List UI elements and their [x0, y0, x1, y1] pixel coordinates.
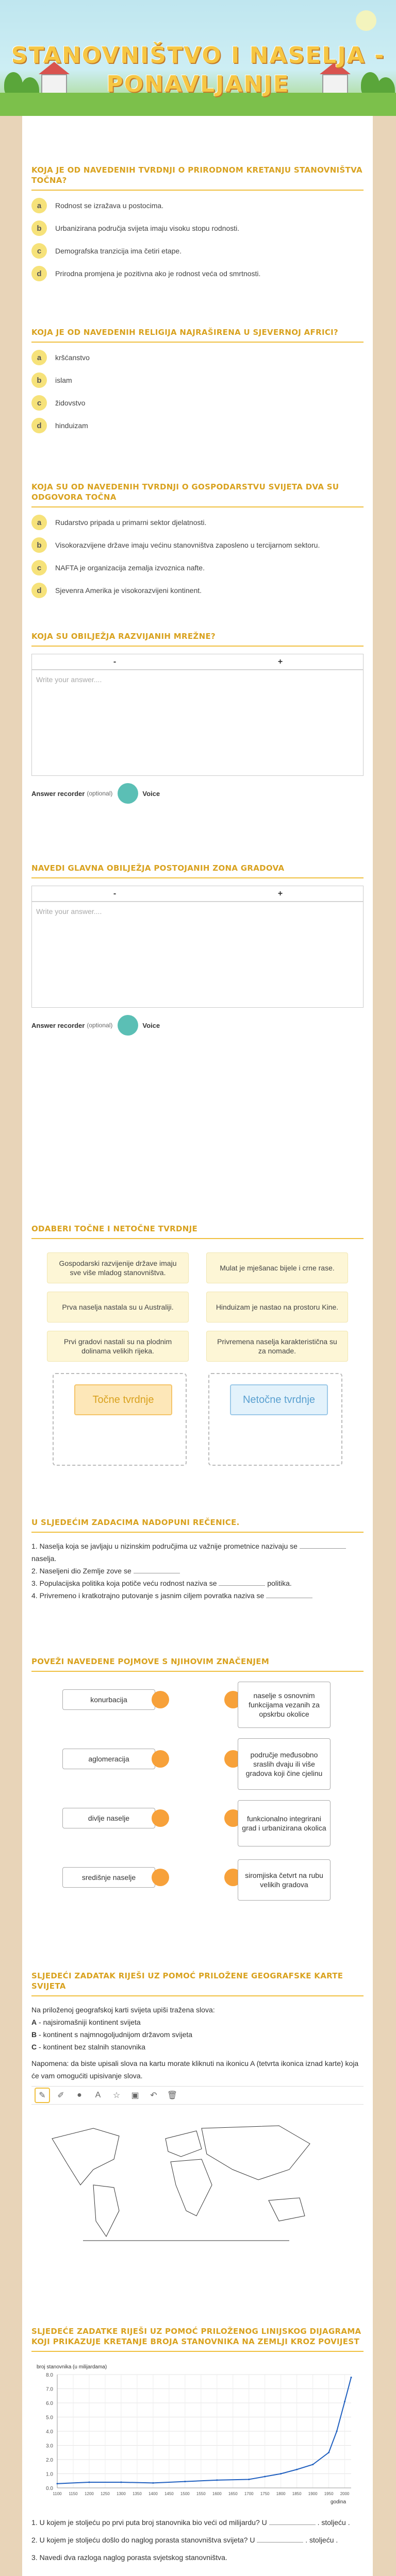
question-4: [31, 631, 364, 804]
title-underline: [31, 1238, 364, 1239]
sentence-text: politika.: [267, 1579, 292, 1587]
x-tick-label: 1900: [308, 2492, 318, 2496]
x-tick-label: 1700: [244, 2492, 254, 2496]
sentence-text: 1. Naselja koja se javljaju u nizinskim područjima uz važnije prometnice nazivaju se: [31, 1542, 298, 1550]
option-letter: c: [31, 243, 47, 259]
connector-dot[interactable]: [152, 1809, 169, 1827]
option-text: hinduizam: [55, 421, 88, 430]
x-tick-label: 1800: [276, 2492, 286, 2496]
chart-question: [31, 2534, 364, 2546]
y-tick-label: 8.0: [46, 2372, 53, 2378]
sentence-text: 3. Populacijska politika koja potiče veću rodnost naziva se: [31, 1579, 217, 1587]
option-text: kršćanstvo: [55, 353, 90, 362]
x-tick-label: 1400: [148, 2492, 158, 2496]
record-button[interactable]: [118, 783, 138, 804]
answer-table: [31, 654, 364, 776]
blank-input[interactable]: [269, 2518, 316, 2525]
recorder-label: Answer recorder: [31, 1021, 85, 1029]
question-7: [31, 1517, 364, 1602]
blank-input[interactable]: [300, 1541, 346, 1549]
map-item-key: A: [31, 2018, 37, 2026]
column-plus-header: +: [277, 889, 283, 898]
color-icon[interactable]: ●: [77, 2091, 82, 2099]
map-item-text: - kontinent s najmnogoljudnijom državom svijeta: [37, 2030, 193, 2039]
title-underline: [31, 646, 364, 647]
y-tick-label: 4.0: [46, 2429, 53, 2435]
answer-textarea[interactable]: Write your answer....: [32, 670, 363, 775]
chart-question: 3. Navedi dva razloga naglog porasta svjetskog stanovništva.: [31, 2553, 227, 2562]
blank-input[interactable]: [266, 1591, 312, 1598]
column-minus-header: -: [113, 657, 117, 666]
y-tick-label: 5.0: [46, 2415, 53, 2421]
option-text: Urbanizirana područja svijeta imaju visoku stopu rodnosti.: [55, 224, 240, 232]
option-letter: b: [31, 221, 47, 236]
option-letter: b: [31, 372, 47, 388]
option-a[interactable]: [31, 515, 364, 530]
sentence-text: naselja.: [31, 1554, 57, 1563]
statement-card[interactable]: Mulat je mješanac bijele i crne rase.: [206, 1252, 348, 1283]
x-tick-label: 1950: [324, 2492, 334, 2496]
option-text: Visokorazvijene države imaju većinu stanovništva zaposleno u tercijarnom sektoru.: [55, 541, 320, 549]
option-d[interactable]: [31, 583, 364, 598]
true-statements-bin[interactable]: [53, 1373, 187, 1466]
image-icon[interactable]: ▣: [131, 2091, 139, 2100]
x-tick-label: 1600: [212, 2492, 222, 2496]
option-letter: d: [31, 418, 47, 433]
y-tick-label: 1.0: [46, 2471, 53, 2478]
match-row: [31, 1857, 364, 1916]
record-button[interactable]: [118, 1015, 138, 1036]
blank-input[interactable]: [134, 1566, 180, 1573]
x-tick-label: 1450: [164, 2492, 174, 2496]
match-term[interactable]: divlje naselje: [62, 1808, 155, 1828]
option-letter: a: [31, 515, 47, 530]
sun-decoration: [356, 10, 376, 31]
option-c[interactable]: [31, 560, 364, 575]
x-tick-label: 1150: [69, 2492, 78, 2496]
x-tick-label: 1100: [53, 2492, 62, 2496]
text-icon[interactable]: A: [95, 2091, 101, 2099]
match-definition[interactable]: područje međusobno sraslih dvaju ili više gradova koji čine cjelinu: [238, 1738, 331, 1790]
x-tick-label: 2000: [340, 2492, 350, 2496]
question-title: SLJEDEĆE ZADATKE RIJEŠI UZ POMOĆ PRILOŽENOG LINIJSKOG DIJAGRAMA KOJI PRIKAZUJE KRETANJE BROJA STANOVNIKA NA ZEMLJI KROZ POVIJEST: [31, 2327, 361, 2346]
question-title: KOJA SU OD NAVEDENIH TVRDNJI O GOSPODARSTVU SVIJETA DVA SU ODGOVORA TOČNA: [31, 482, 339, 502]
statement-card[interactable]: Privremena naselja karakteristična su za nomade.: [206, 1331, 348, 1362]
statement-card[interactable]: Gospodarski razvijenije države imaju sve više mladog stanovništva.: [47, 1252, 189, 1283]
option-letter: a: [31, 350, 47, 365]
population-data-point: [296, 2469, 298, 2470]
question-title: U SLJEDEĆIM ZADACIMA NADOPUNI REČENICE.: [31, 1518, 240, 1527]
statement-card[interactable]: Prvi gradovi nastali su na plodnim dolinama velikih rijeka.: [47, 1331, 189, 1362]
drop-bins: [31, 1368, 364, 1471]
x-tick-label: 1350: [132, 2492, 142, 2496]
x-tick-label: 1850: [292, 2492, 302, 2496]
option-letter: b: [31, 537, 47, 553]
option-text: Sjevenra Amerika je visokorazvijeni kontinent.: [55, 586, 202, 595]
population-data-point: [57, 2483, 58, 2484]
option-letter: c: [31, 560, 47, 575]
x-tick-label: 1500: [180, 2492, 190, 2496]
option-text: NAFTA je organizacija zemalja izvoznica nafte.: [55, 564, 205, 572]
sentence-text: 4. Privremeno i kratkotrajno putovanje s jasnim ciljem povratka naziva se: [31, 1591, 265, 1600]
instruction-text: Na priloženoj geografskoj karti svijeta upiši tražena slova:: [31, 2006, 215, 2014]
option-b[interactable]: [31, 221, 364, 236]
population-data-point: [184, 2481, 186, 2482]
title-underline: [31, 1532, 364, 1533]
question-title: NAVEDI GLAVNA OBILJEŽJA POSTOJANIH ZONA GRADOVA: [31, 863, 285, 873]
question-text: 1. U kojem je stoljeću po prvi puta broj stanovnika bio veći od milijardu? U: [31, 2518, 267, 2527]
option-letter: d: [31, 583, 47, 598]
voice-label: Voice: [142, 1021, 160, 1029]
blank-input[interactable]: [257, 2535, 303, 2543]
question-title: KOJA JE OD NAVEDENIH TVRDNJI O PRIRODNOM KRETANJU STANOVNIŠTVA TOČNA?: [31, 165, 362, 185]
pencil-icon[interactable]: ✎: [35, 2088, 50, 2103]
question-5: [31, 863, 364, 1036]
population-series-line: [57, 2378, 351, 2484]
fill-sentence: [31, 1540, 364, 1565]
option-letter: a: [31, 198, 47, 213]
population-data-point: [344, 2401, 345, 2402]
column-minus-header: -: [113, 889, 117, 898]
title-underline: [31, 190, 364, 191]
match-definition[interactable]: naselje s osnovnim funkcijama vezanih za opskrbu okolice: [238, 1682, 331, 1728]
answer-textarea[interactable]: Write your answer....: [32, 902, 363, 1007]
y-tick-label: 6.0: [46, 2401, 53, 2406]
population-data-point: [216, 2479, 218, 2481]
question-text: 2. U kojem je stoljeću došlo do naglog porasta stanovništva svijeta? U: [31, 2536, 255, 2544]
question-title: ODABERI TOČNE I NETOČNE TVRDNJE: [31, 1224, 197, 1233]
title-underline: [31, 877, 364, 878]
question-text: . stoljeću .: [305, 2536, 338, 2544]
map-item-text: - kontinent bez stalnih stanovnika: [37, 2043, 146, 2051]
title-underline: [31, 1671, 364, 1672]
recorder-optional: (optional): [87, 790, 113, 797]
statement-cards: [31, 1246, 364, 1368]
match-row: [31, 1738, 364, 1798]
population-data-point: [248, 2479, 250, 2480]
population-line-chart: [31, 2359, 361, 2509]
bin-label: Točne tvrdnje: [74, 1384, 172, 1415]
map-item-key: C: [31, 2043, 37, 2051]
population-data-point: [88, 2482, 90, 2483]
x-tick-label: 1250: [101, 2492, 110, 2496]
y-tick-label: 3.0: [46, 2443, 53, 2449]
option-letter: d: [31, 266, 47, 281]
note-text: Napomena: da biste upisali slova na kartu morate kliknuti na ikonicu A (tetvrta ikonica iznad karte) koja će vam omogućiti upisivanje slova.: [31, 2059, 359, 2080]
population-data-point: [264, 2476, 266, 2478]
population-data-point: [328, 2452, 329, 2453]
x-tick-label: 1650: [228, 2492, 238, 2496]
answer-recorder: [31, 1015, 364, 1036]
option-c[interactable]: [31, 243, 364, 259]
option-letter: c: [31, 395, 47, 411]
y-tick-label: 0.0: [46, 2486, 53, 2492]
connector-dot[interactable]: [152, 1750, 169, 1768]
connector-dot[interactable]: [152, 1691, 169, 1708]
option-c[interactable]: [31, 395, 364, 411]
answer-table: [31, 886, 364, 1008]
match-row: [31, 1679, 364, 1738]
chart-question: [31, 2516, 364, 2529]
shape-icon[interactable]: ☆: [112, 2091, 121, 2100]
question-1: [31, 165, 364, 289]
x-tick-label: 1300: [117, 2492, 126, 2496]
question-title: POVEŽI NAVEDENE POJMOVE S NJIHOVIM ZNAČENJEM: [31, 1657, 270, 1666]
title-underline: [31, 506, 364, 507]
match-definition[interactable]: siromjiska četvrt na rubu velikih gradova: [238, 1859, 331, 1901]
x-tick-label: 1200: [85, 2492, 94, 2496]
statement-card[interactable]: Prva naselja nastala su u Australiji.: [47, 1292, 189, 1323]
fill-sentence: [31, 1565, 364, 1577]
false-statements-bin[interactable]: [208, 1373, 342, 1466]
question-2: [31, 327, 364, 440]
option-d[interactable]: [31, 266, 364, 281]
connector-dot[interactable]: [152, 1869, 169, 1886]
sentence-text: 2. Naseljeni dio Zemlje zove se: [31, 1567, 131, 1575]
recorder-optional: (optional): [87, 1022, 113, 1029]
worksheet: [22, 116, 373, 2576]
match-term[interactable]: središnje naselje: [62, 1867, 155, 1888]
title-underline: [31, 1995, 364, 1996]
question-9: [31, 1971, 364, 2249]
option-text: Demografska tranzicija ima četiri etape.: [55, 247, 182, 255]
population-data-point: [312, 2464, 314, 2465]
bin-label: Netočne tvrdnje: [230, 1384, 328, 1415]
option-text: Rudarstvo pripada u primarni sektor djelatnosti.: [55, 518, 207, 527]
recorder-label: Answer recorder: [31, 789, 85, 798]
question-6: [31, 1224, 364, 1471]
map-item: [31, 2041, 364, 2053]
fill-sentence: [31, 1577, 364, 1589]
question-3: [31, 482, 364, 605]
voice-label: Voice: [142, 789, 160, 798]
map-item: [31, 2028, 364, 2041]
option-b[interactable]: [31, 537, 364, 553]
title-underline: [31, 2351, 364, 2352]
map-item: [31, 2016, 364, 2028]
page-title: STANOVNIŠTVO I NASELJA - PONAVLJANJE: [11, 42, 385, 97]
option-d[interactable]: [31, 418, 364, 433]
delete-icon[interactable]: 🗑: [167, 2091, 178, 2100]
x-tick-label: 1750: [260, 2492, 270, 2496]
world-map[interactable]: [31, 2108, 341, 2247]
match-term[interactable]: konurbacija: [62, 1689, 155, 1710]
option-text: Prirodna promjena je pozitivna ako je rodnost veća od smrtnosti.: [55, 269, 261, 278]
page-header: [0, 0, 396, 116]
match-term[interactable]: aglomeracija: [62, 1749, 155, 1769]
match-row: [31, 1798, 364, 1857]
option-a[interactable]: [31, 198, 364, 213]
statement-card[interactable]: Hinduizam je nastao na prostoru Kine.: [206, 1292, 348, 1323]
fill-sentence: [31, 1589, 364, 1602]
match-definition[interactable]: funkcionalno integrirani grad i urbanizirana okolica: [238, 1800, 331, 1846]
answer-recorder: [31, 783, 364, 804]
brush-icon[interactable]: ✐: [57, 2091, 64, 2100]
option-text: židovstvo: [55, 399, 86, 407]
option-b[interactable]: [31, 372, 364, 388]
population-data-point: [336, 2431, 338, 2432]
title-underline: [31, 342, 364, 343]
x-axis-label: godina: [331, 2499, 346, 2505]
option-a[interactable]: [31, 350, 364, 365]
column-plus-header: +: [277, 657, 283, 666]
blank-input[interactable]: [219, 1579, 265, 1586]
question-8: [31, 1656, 364, 1916]
option-text: Rodnost se izražava u postocima.: [55, 201, 164, 210]
x-tick-label: 1550: [196, 2492, 206, 2496]
map-item-key: B: [31, 2030, 37, 2039]
population-data-point: [120, 2482, 122, 2483]
population-data-point: [152, 2482, 154, 2484]
question-title: KOJA SU OBILJEŽJA RAZVIJANIH MREŽNE?: [31, 632, 216, 641]
population-data-point: [280, 2473, 282, 2475]
undo-icon[interactable]: ↶: [150, 2091, 157, 2100]
map-item-text: - najsiromašniji kontinent svijeta: [37, 2018, 141, 2026]
question-text: . stoljeću .: [317, 2518, 350, 2527]
y-tick-label: 2.0: [46, 2458, 53, 2463]
population-data-point: [351, 2377, 352, 2378]
option-text: islam: [55, 376, 72, 384]
question-title: KOJA JE OD NAVEDENIH RELIGIJA NAJRAŠIRENA U SJEVERNOJ AFRICI?: [31, 328, 339, 337]
drawing-toolbar: [31, 2086, 364, 2105]
y-tick-label: 7.0: [46, 2386, 53, 2393]
y-axis-label: broj stanovnika (u milijardama): [37, 2364, 107, 2370]
question-10: [31, 2326, 364, 2564]
question-title: SLJEDEĆI ZADATAK RIJEŠI UZ POMOĆ PRILOŽENE GEOGRAFSKE KARTE SVIJETA: [31, 1971, 343, 1991]
